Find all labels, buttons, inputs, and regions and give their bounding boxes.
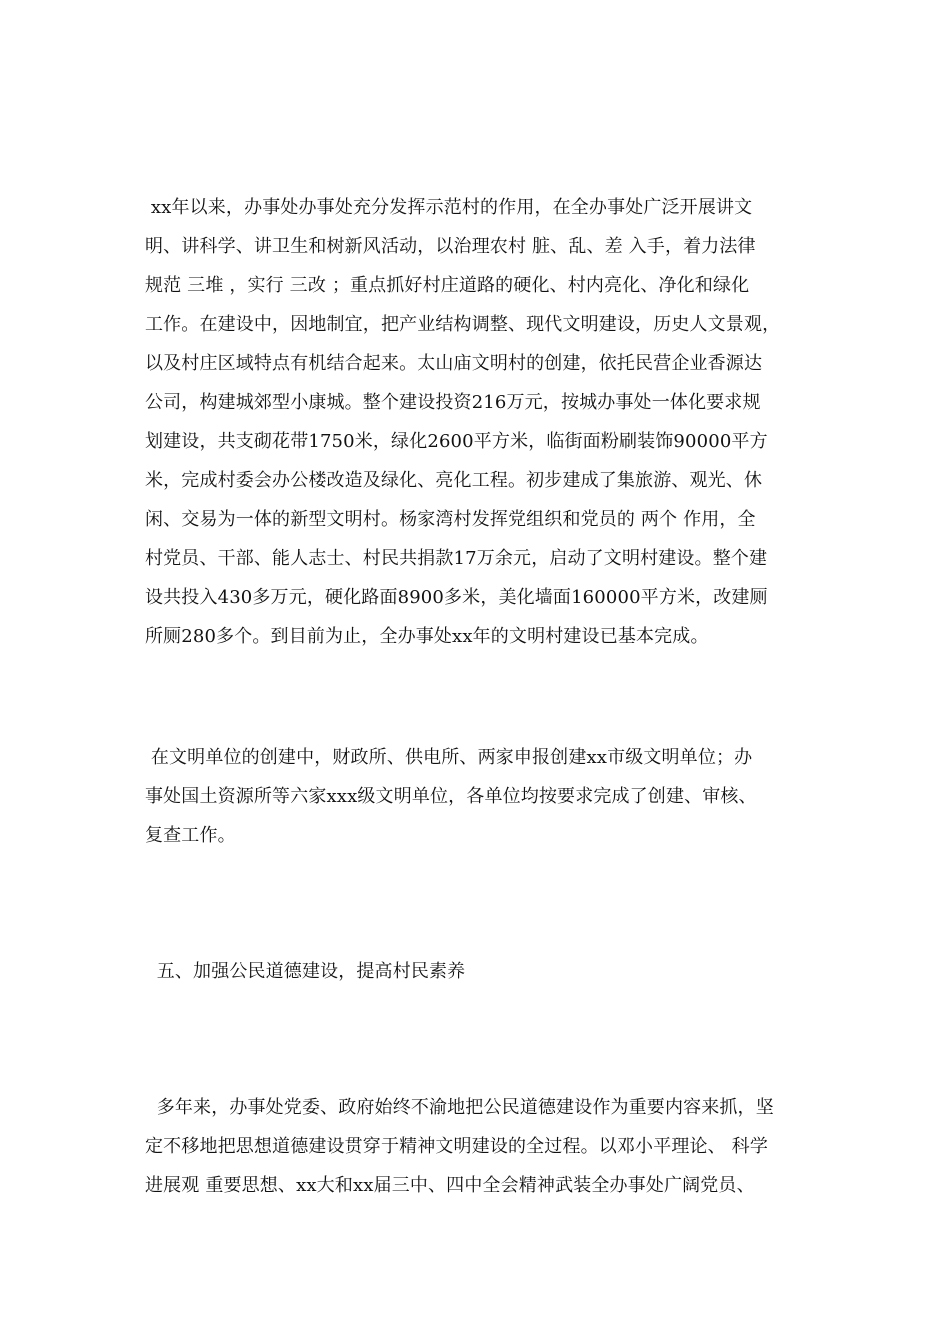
text-line: 事处国土资源所等六家xxx级文明单位，各单位均按要求完成了创建、审核、 <box>145 786 757 807</box>
text-line: 在文明单位的创建中，财政所、供电所、两家申报创建xx市级文明单位；办 <box>145 747 753 768</box>
text-line: 划建设，共支砌花带1750米，绿化2600平方米，临街面粉刷装饰90000平方 <box>145 431 768 452</box>
paragraph-civilized-units <box>145 738 805 855</box>
text-line: 复查工作。 <box>145 825 236 846</box>
text-line: 多年来，办事处党委、政府始终不渝地把公民道德建设作为重要内容来抓，坚 <box>145 1097 774 1118</box>
text-line: 明、讲科学、讲卫生和树新风活动，以治理农村 脏、乱、差 入手，着力法律 <box>145 236 756 257</box>
text-line: 规范 三堆 ，实行 三改 ；重点抓好村庄道路的硬化、村内亮化、净化和绿化 <box>145 275 750 296</box>
heading-text: 五、加强公民道德建设，提高村民素养 <box>145 961 466 982</box>
section-heading <box>145 952 805 991</box>
text-line: 所厕280多个。到目前为止，全办事处xx年的文明村建设已基本完成。 <box>145 626 709 647</box>
text-line: 闲、交易为一体的新型文明村。杨家湾村发挥党组织和党员的 两个 作用，全 <box>145 509 756 530</box>
text-line: 村党员、干部、能人志士、村民共捐款17万余元，启动了文明村建设。整个建 <box>145 548 768 569</box>
text-line: 公司，构建城郊型小康城。整个建设投资216万元，按城办事处一体化要求规 <box>145 392 761 413</box>
text-line: 工作。在建设中，因地制宜，把产业结构调整、现代文明建设，历史人文景观， <box>145 314 781 335</box>
text-line: 以及村庄区域特点有机结合起来。太山庙文明村的创建，依托民营企业香源达 <box>145 353 763 374</box>
text-line: 设共投入430多万元，硬化路面8900多米，美化墙面160000平方米，改建厕 <box>145 587 768 608</box>
text-line: 定不移地把思想道德建设贯穿于精神文明建设的全过程。以邓小平理论、 科学 <box>145 1136 768 1157</box>
paragraph-moral-construction <box>145 1088 805 1205</box>
text-line: 米，完成村委会办公楼改造及绿化、亮化工程。初步建成了集旅游、观光、休 <box>145 470 763 491</box>
paragraph-civilized-villages <box>145 188 805 656</box>
text-line: xx年以来，办事处办事处充分发挥示范村的作用，在全办事处广泛开展讲文 <box>145 197 753 218</box>
text-line: 进展观 重要思想、xx大和xx届三中、四中全会精神武装全办事处广阔党员、 <box>145 1175 755 1196</box>
